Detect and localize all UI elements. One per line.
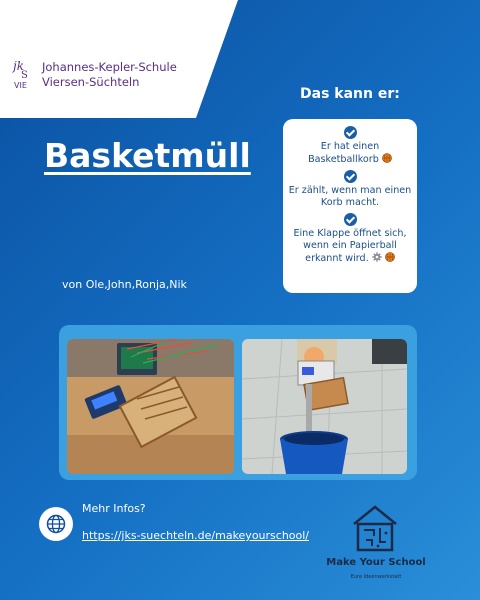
- svg-text:VIE: VIE: [14, 81, 27, 90]
- feature-item: [283, 213, 417, 269]
- feature-item: [283, 126, 417, 170]
- basket-bin-photo: [242, 339, 407, 474]
- basketball-icon: [385, 252, 395, 262]
- school-name-line2: Viersen-Süchteln: [42, 75, 140, 89]
- school-name: [42, 60, 177, 90]
- more-info-label: Mehr Infos?: [82, 502, 146, 515]
- svg-text:S: S: [21, 70, 28, 81]
- feature-text: Er hat einen Basketballkorb: [308, 141, 380, 165]
- check-icon: [344, 126, 357, 139]
- arduino-build-photo: [67, 339, 234, 474]
- features-heading: Das kann er:: [300, 86, 400, 102]
- make-your-school-title: Make Your School: [326, 557, 426, 568]
- make-your-school-logo-icon: [350, 502, 400, 552]
- svg-text:jk: jk: [13, 59, 24, 73]
- feature-item: [283, 170, 417, 213]
- project-authors: von Ole,John,Ronja,Nik: [62, 278, 187, 291]
- feature-text: Eine Klappe öffnet sich, wenn ein Papierball erkannt wird.: [293, 228, 407, 264]
- make-your-school-subtitle: Eure Ideenwerkstatt: [350, 574, 402, 580]
- check-icon: [344, 213, 357, 226]
- jks-logo-icon: [12, 58, 36, 90]
- feature-text: Er zählt, wenn man einen Korb macht.: [288, 185, 412, 208]
- school-name-line1: Johannes-Kepler-Schule: [42, 60, 177, 74]
- globe-icon[interactable]: [39, 507, 73, 541]
- header-white-corner: [0, 0, 245, 118]
- basketball-icon: [382, 153, 392, 163]
- check-icon: [344, 170, 357, 183]
- more-info-link[interactable]: https://jks-suechteln.de/makeyourschool/: [82, 529, 310, 542]
- gear-icon: [372, 252, 382, 262]
- features-card: [283, 119, 417, 293]
- project-title: Basketmüll: [44, 136, 251, 175]
